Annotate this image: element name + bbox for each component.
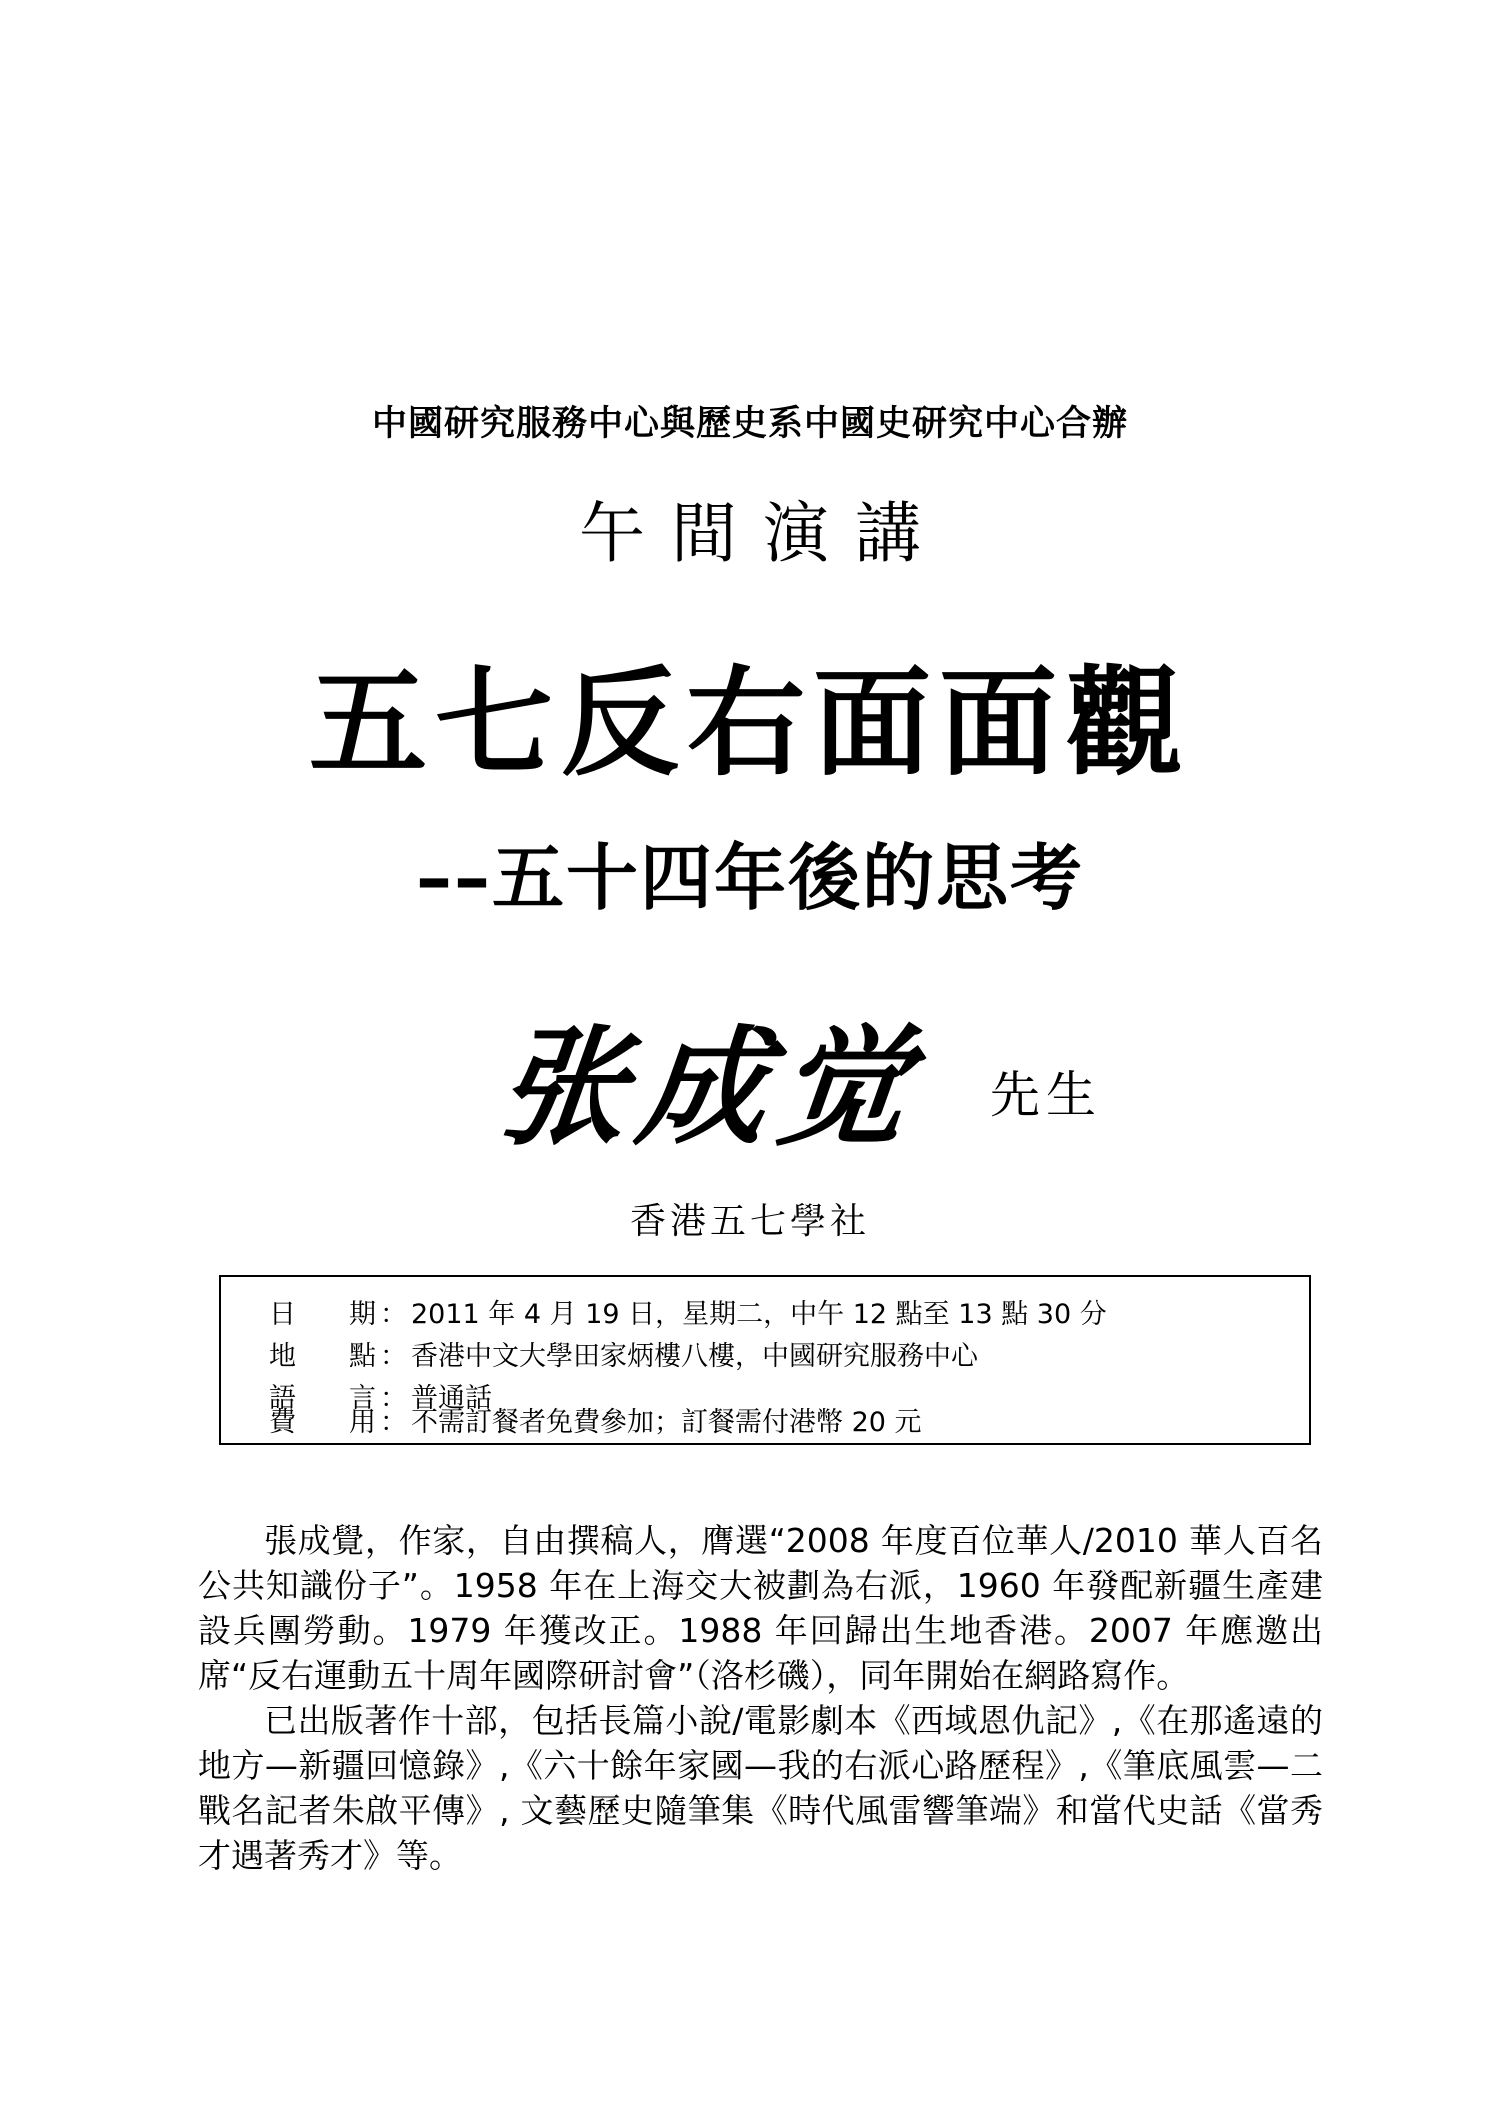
bio-paragraph: 已出版著作十部，包括長篇小說/電影劇本《西域恩仇記》,《在那遙遠的地方—新疆回憶錄》,《六十餘年家國—我的右派心路歷程》,《筆底風雲—二戰名記者朱啟平傳》, 文藝歷史隨筆集《時代風雷響筆端》和當代史話《當秀才遇著秀才》等。 [198,1701,1323,1875]
event-info-box [219,1275,1311,1445]
lecture-title: 五七反右面面觀 [308,653,1191,792]
info-label: 期 [349,1299,376,1330]
speaker-affiliation: 香港五七學社 [629,1201,870,1242]
info-label: 用 [349,1407,376,1438]
info-label: 言 [349,1383,376,1414]
info-value: 香港中文大學田家炳樓八樓，中國研究服務中心 [411,1341,978,1372]
info-row-date [269,1295,1107,1335]
organizer-line: 中國研究服務中心與歷史系中國史研究中心合辦 [371,404,1128,444]
bio-paragraph: 張成覺，作家，自由撰稿人，膺選“2008 年度百位華人/2010 華人百名公共知識份子”。1958 年在上海交大被劃為右派，1960 年發配新疆生產建設兵團勞動。1979 年獲改正。1988 年回歸出生地香港。2007 年應邀出席“反右運動五十周年國際研討會”（洛杉磯），同年開始在網路寫作。 [198,1521,1323,1695]
info-value: 2011 年 4 月 19 日，星期二，中午 12 點至 13 點 30 分 [411,1299,1107,1330]
info-label: 費 [269,1407,296,1438]
info-colon: ： [380,1341,407,1372]
series-title: 午間演講 [579,495,947,572]
info-value: 普通話 [411,1383,492,1414]
info-colon: ： [380,1407,407,1438]
info-row-venue [269,1337,978,1377]
info-label: 地 [269,1341,296,1372]
info-label: 點 [349,1341,376,1372]
lecture-subtitle: ––五十四年後的思考 [415,836,1084,920]
info-label: 語 [269,1383,296,1414]
speaker-honorific: 先生 [990,1066,1102,1124]
info-colon: ： [380,1299,407,1330]
info-row-fee [269,1403,922,1443]
speaker [490,985,1200,1163]
info-value: 不需訂餐者免費參加；訂餐需付港幣 20 元 [411,1407,922,1438]
info-label: 日 [269,1299,296,1330]
speaker-biography [198,1518,1323,1878]
speaker-name-calligraphy: 张成觉 [490,1013,927,1163]
info-colon: ： [380,1383,407,1414]
